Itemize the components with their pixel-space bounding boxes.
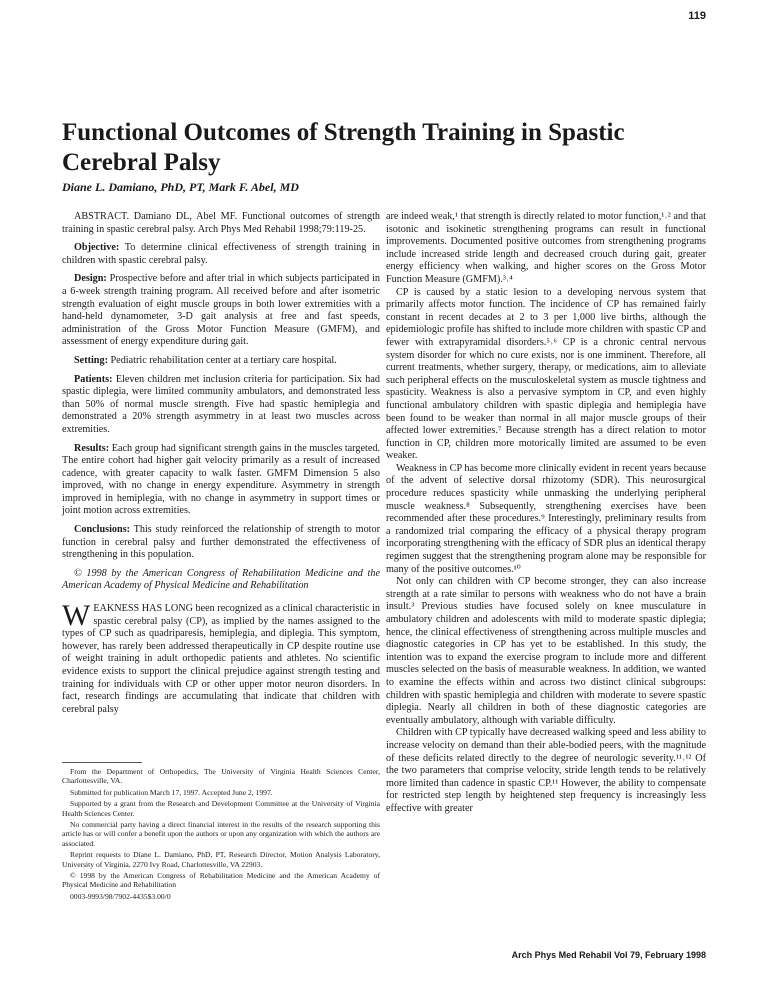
footnote: Submitted for publication March 17, 1997. Accepted June 2, 1997. [70, 787, 273, 797]
intro-text: been recognized as a clinical characteristic in spastic cerebral palsy (CP), as implied by the names assigned to the types of CP such as quadriparesis, hemiplegia, and diplegia. This symptom, however, has rarely been addressed therapeutically in CP despite routine use of weight training in adult orthopedic patients and athletes. No scientific evidence exists to support the clinical prejudice against strength testing and training for individuals with CP or other upper motor neuron disorders. In fact, research findings are accumulating that indicate that children with cerebral palsy [62, 603, 380, 715]
abstract-heading: Design: [74, 273, 107, 285]
footnote: Supported by a grant from the Research and Development Committee at the University of Virginia Health Sciences Center. [62, 799, 380, 818]
page-number: 119 [688, 10, 706, 22]
abstract-patients [62, 374, 380, 437]
footnote-rule [62, 762, 142, 763]
abstract-copyright: © 1998 by the American Congress of Rehabilitation Medicine and the American Academy of Physical Medicine and Rehabilitation [62, 567, 380, 592]
abstract-text: To determine clinical effectiveness of strength training in children with spastic cerebral palsy. [62, 242, 380, 266]
abstract-heading: Patients: [74, 373, 113, 385]
footnote: © 1998 by the American Congress of Rehabilitation Medicine and the American Academy of Physical Medicine and Rehabilitation [62, 871, 380, 890]
body-paragraph: Children with CP typically have decreased walking speed and less ability to increase velocity on demand than their able-bodied peers, with the magnitude of these deficits related directly to the degree of neurologic severity.¹¹˒¹² Of the two parameters that comprise velocity, stride length tends to be relatively more limited than cadence in spastic CP.¹¹ However, the ability to compensate for restricted step length by heightened step frequency is increasingly less effective with greater [386, 727, 706, 814]
journal-footer: Arch Phys Med Rehabil Vol 79, February 1998 [511, 950, 706, 960]
abstract-design [62, 273, 380, 349]
abstract-conclusions [62, 524, 380, 562]
abstract-lead: ABSTRACT. Damiano DL, Abel MF. Functional outcomes of strength training in spastic cerebral palsy. Arch Phys Med Rehabil 1998;79:119-25. [62, 211, 380, 235]
abstract-heading: Results: [74, 442, 110, 454]
article-title: Functional Outcomes of Strength Training in Spastic Cerebral Palsy [62, 119, 625, 176]
body-paragraph: CP is caused by a static lesion to a developing nervous system that primarily affects motor function. The incidence of CP has remained fairly constant in recent decades at 2 to 3 per 1,000 live births, although the epidemiologic profile has shifted to include more children with spastic CP and fewer with extrapyramidal disorders.⁵˒⁶ CP is a chronic central nervous system disorder for which no cure exists, nor is one imminent. Therefore, all current treatments, whether surgery, therapy, or medications, aim to alleviate such peripheral effects on the musculoskeletal system as muscle tightness and spasticity. Weakness is also a pervasive symptom in CP, and even highly functional ambulatory children with spastic diplegia and hemiplegia have been found to be weaker than normal in all major muscle groups of their affected lower extremities.⁷ Because strength has a direct relation to motor function in CP, children more motorically limited are assumed to be even weaker. [386, 286, 706, 462]
drop-cap: W [62, 599, 91, 633]
abstract-heading: Objective: [74, 242, 120, 254]
abstract-text: Prospective before and after trial in which subjects participated in a 6-week strength training program. All received before and after isometric strength evaluation of eight muscle groups in both lower extremities with a hand-held dynamometer, 3-D gait analysis at free and fast speeds, administration of the Gross Motor Function Measure (GMFM), and assessment of energy expenditure during gait. [62, 273, 380, 348]
abstract-text: Eleven children met inclusion criteria for participation. Six had spastic diplegia, were limited community ambulators, and demonstrated less than 50% of normal muscle strength. Five had spastic hemiplegia and demonstrated a 20% strength asymmetry in at least two muscles across extremities. [62, 373, 380, 435]
authors: Diane L. Damiano, PhD, PT, Mark F. Abel, MD [62, 180, 299, 194]
abstract-heading: Setting: [74, 354, 108, 366]
abstract-text: This study reinforced the relationship of strength to motor function in cerebral palsy and further demonstrated the effectiveness of strengthening in this population. [62, 524, 380, 561]
footnote: 0003-9993/98/7902-4435$3.00/0 [70, 891, 171, 901]
left-column [62, 211, 380, 716]
abstract-results [62, 443, 380, 519]
abstract [62, 211, 380, 593]
footnote: No commercial party having a direct financial interest in the results of the research supporting this article has or will confer a benefit upon the authors or upon any organization with which the authors are associated. [62, 820, 380, 848]
abstract-heading: Conclusions: [74, 524, 131, 536]
abstract-objective [62, 242, 380, 267]
abstract-setting [62, 355, 380, 368]
intro-smallcaps: EAKNESS HAS LONG [93, 603, 193, 615]
body-paragraph: are indeed weak,¹ that strength is directly related to motor function,¹˒² and that isotonic and isokinetic strengthening programs can result in functional improvements. Documented positive outcomes from strengthening programs include increased stride length and decreased crouch during gait, greater energy efficiency when walking, and higher scores on the Gross Motor Function Measure (GMFM).³˒⁴ [386, 211, 706, 285]
intro-paragraph [62, 599, 380, 716]
body-paragraph: Weakness in CP has become more clinically evident in recent years because of the advent of selective dorsal rhizotomy (SDR). This neurosurgical procedure reduces spasticity while unmasking the underlying peripheral muscle weakness.⁸ Subsequently, strengthening exercises have been recommended after these procedures.⁹ Interestingly, preliminary results from a randomized trial comparing the efficacy of a physical therapy program incorporating strengthening with the efficacy of SDR plus an identical therapy regimen suggest that the strengthening program alone may be responsible for many of the positive outcomes.¹⁰ [386, 462, 706, 575]
abstract-text: Pediatric rehabilitation center at a tertiary care hospital. [107, 354, 337, 366]
right-column [386, 211, 706, 816]
footnote: Reprint requests to Diane L. Damiano, PhD, PT, Research Director, Motion Analysis Laboratory, University of Virginia, 2270 Ivy Road, Charlottesville, VA 22903. [62, 850, 380, 869]
footnote: From the Department of Orthopedics, The University of Virginia Health Sciences Center, Charlottesville, VA. [62, 767, 380, 786]
abstract-text: Each group had significant strength gains in the muscles targeted. The entire cohort had higher gait velocity primarily as a result of increased cadence, with greater capacity to walk faster. GMFM Dimension 5 also improved, with no change in energy expenditure. Asymmetry in strength improved in hemiplegia, with no change in asymmetry in support times or joint motion across extremities. [62, 442, 380, 517]
footnotes [62, 762, 380, 903]
body-paragraph: Not only can children with CP become stronger, they can also increase strength at a rate similar to persons with weakness who do not have a brain insult.³ Previous studies have focused solely on knee musculature in ambulatory children and adolescents with mild to moderate spastic diplegia; hence, the clinical effectiveness of strengthening across multiple muscles and diagnostic categories in CP has yet to be established. In this study, the intention was to expand the exercise program to include more and different muscles selected on the basis of measurable weakness. In addition, we wanted to examine the effects within and across two distinct clinical subgroups: children with spastic hemiplegia and children with moderate to severe spastic diplegia. Nearly all children in both of these diagnostic categories are eventually ambulatory, although with variable difficulty. [386, 576, 706, 726]
introduction [62, 599, 380, 716]
